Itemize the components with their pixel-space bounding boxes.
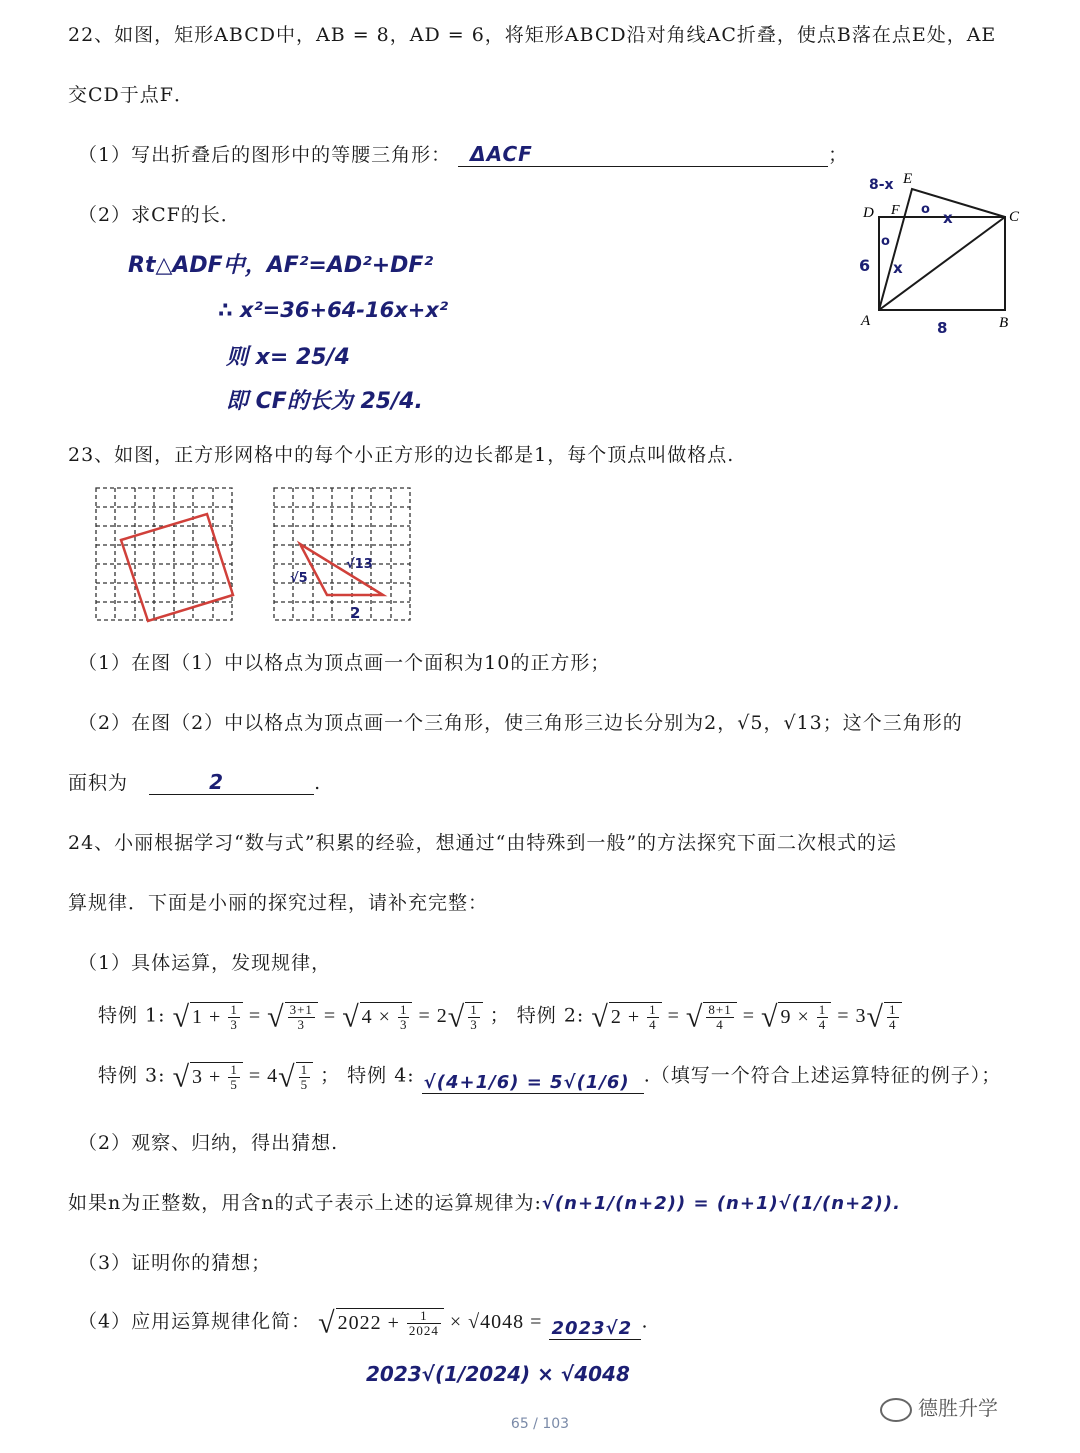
q22-part1-label: （1）写出折叠后的图形中的等腰三角形：: [78, 144, 452, 166]
q24-part4-math: √ 2022 + $\frac{1}{2024}$ × √4048 =: [318, 1306, 543, 1339]
annot-x-left: x: [893, 259, 903, 277]
q24-part2: （2）观察、归纳，得出猜想.: [78, 1132, 339, 1154]
q24-line1: 24、小丽根据学习“数与式”积累的经验，想通过“由特殊到一般”的方法探究下面二次根式的运: [68, 832, 898, 854]
label-sqrt13: √13: [346, 557, 373, 572]
wechat-icon: [880, 1398, 912, 1422]
label-c: C: [1009, 209, 1020, 225]
label-2: 2: [350, 604, 361, 622]
q23-area-end: .: [314, 772, 322, 794]
label-sqrt5: √5: [290, 571, 308, 586]
q24-part2-answer: √(n+1/(n+2)) = (n+1)√(1/(n+2)).: [541, 1193, 901, 1214]
example-4-label: ； 特例 4:: [320, 1064, 415, 1087]
label-e: E: [903, 171, 913, 187]
watermark: [880, 1392, 998, 1422]
example-1-math: √ 1 + $\frac{1}{3}$ = √ $\frac{3+1}{3}$ = √ 4 × $\frac{1}{3}$ = 2√ $\frac{1}{3}$: [173, 1005, 483, 1027]
q22-work-line1: Rt△ADF中，AF²=AD²+DF²: [128, 253, 434, 278]
label-b: B: [999, 315, 1009, 331]
q22-part2: （2）求CF的长．: [78, 204, 241, 226]
q22-line1: 22、如图，矩形ABCD中，AB = 8，AD = 6，将矩形ABCD沿对角线AC折叠，使点B落在点E处，AE: [68, 24, 997, 46]
q24-part4-work: 2023√(1/2024) × √4048: [366, 1362, 630, 1386]
q22-part1-blank: [458, 144, 828, 167]
q22-work-line4: 即 CF的长为 25/4.: [226, 389, 423, 414]
q23-part2: （2）在图（2）中以格点为顶点画一个三角形，使三角形三边长分别为2，√5，√13；这个三角形的: [78, 712, 963, 734]
q23-area-blank: [149, 772, 314, 795]
watermark-text: 德胜升学: [918, 1396, 998, 1420]
q24-example-row-1: [98, 1000, 902, 1034]
q24-line2: 算规律．下面是小丽的探究过程，请补充完整：: [68, 892, 489, 914]
q23-grid-figure-1: [94, 486, 236, 624]
q22-figure: [855, 165, 1035, 340]
example-1-label: 特例 1:: [98, 1004, 166, 1027]
q23-grid-figure-2: [272, 486, 414, 624]
annot-x-top: x: [943, 209, 953, 227]
example-2-math: √ 2 + $\frac{1}{4}$ = √ $\frac{8+1}{4}$ = √ 9 × $\frac{1}{4}$ = 3√ $\frac{1}{4}$: [591, 1005, 901, 1027]
label-f: F: [891, 203, 900, 218]
label-d: D: [863, 205, 874, 221]
example-4-tail: .（填写一个符合上述运算特征的例子）；: [643, 1064, 1002, 1087]
example-3-label: 特例 3:: [98, 1064, 166, 1087]
q24-part4-label: （4）应用运算规律化简：: [78, 1310, 312, 1333]
label-a: A: [861, 313, 871, 329]
annot-8-minus-x: 8-x: [869, 177, 894, 193]
example-4-answer: √(4+1/6) = 5√(1/6): [423, 1072, 630, 1093]
q24-part1: （1）具体运算，发现规律，: [78, 952, 332, 974]
page-number: 65 / 103: [510, 1416, 570, 1432]
q22-work-line3: 则 x= 25/4: [226, 345, 350, 370]
q24-part4-blank: [549, 1317, 641, 1340]
q22-part1-end: ；: [828, 144, 849, 166]
annot-angle-top: o: [921, 202, 930, 217]
annot-6: 6: [859, 256, 871, 275]
example-4-blank: [422, 1071, 644, 1094]
q22-part1-answer: ΔACF: [470, 142, 533, 166]
q24-part4: [78, 1306, 649, 1340]
q22-part1: [78, 140, 848, 167]
example-3-math: √ 3 + $\frac{1}{5}$ = 4√ $\frac{1}{5}$: [173, 1065, 314, 1087]
example-2-label: ； 特例 2:: [489, 1004, 585, 1027]
q22-line2: 交CD于点F．: [68, 84, 194, 106]
q24-part2-line: [68, 1188, 901, 1215]
q24-part4-answer: 2023√2: [551, 1318, 633, 1339]
q23-area: [68, 768, 321, 795]
q24-part3: （3）证明你的猜想；: [78, 1252, 272, 1274]
q22-work-line2: ∴ x²=36+64-16x+x²: [218, 298, 449, 322]
annot-8: 8: [937, 319, 948, 337]
q23-part1: （1）在图（1）中以格点为顶点画一个面积为10的正方形；: [78, 652, 611, 674]
q23-area-label: 面积为: [68, 772, 129, 794]
q23-area-answer: 2: [209, 770, 224, 794]
q23-line1: 23、如图，正方形网格中的每个小正方形的边长都是1，每个顶点叫做格点.: [68, 444, 735, 466]
red-square: [121, 514, 233, 621]
q24-part4-end: .: [641, 1310, 649, 1333]
annot-angle-left: o: [881, 234, 890, 249]
q24-part2-text: 如果n为正整数，用含n的式子表示上述的运算规律为:: [68, 1192, 542, 1214]
q24-example-row-2: [98, 1060, 1001, 1094]
